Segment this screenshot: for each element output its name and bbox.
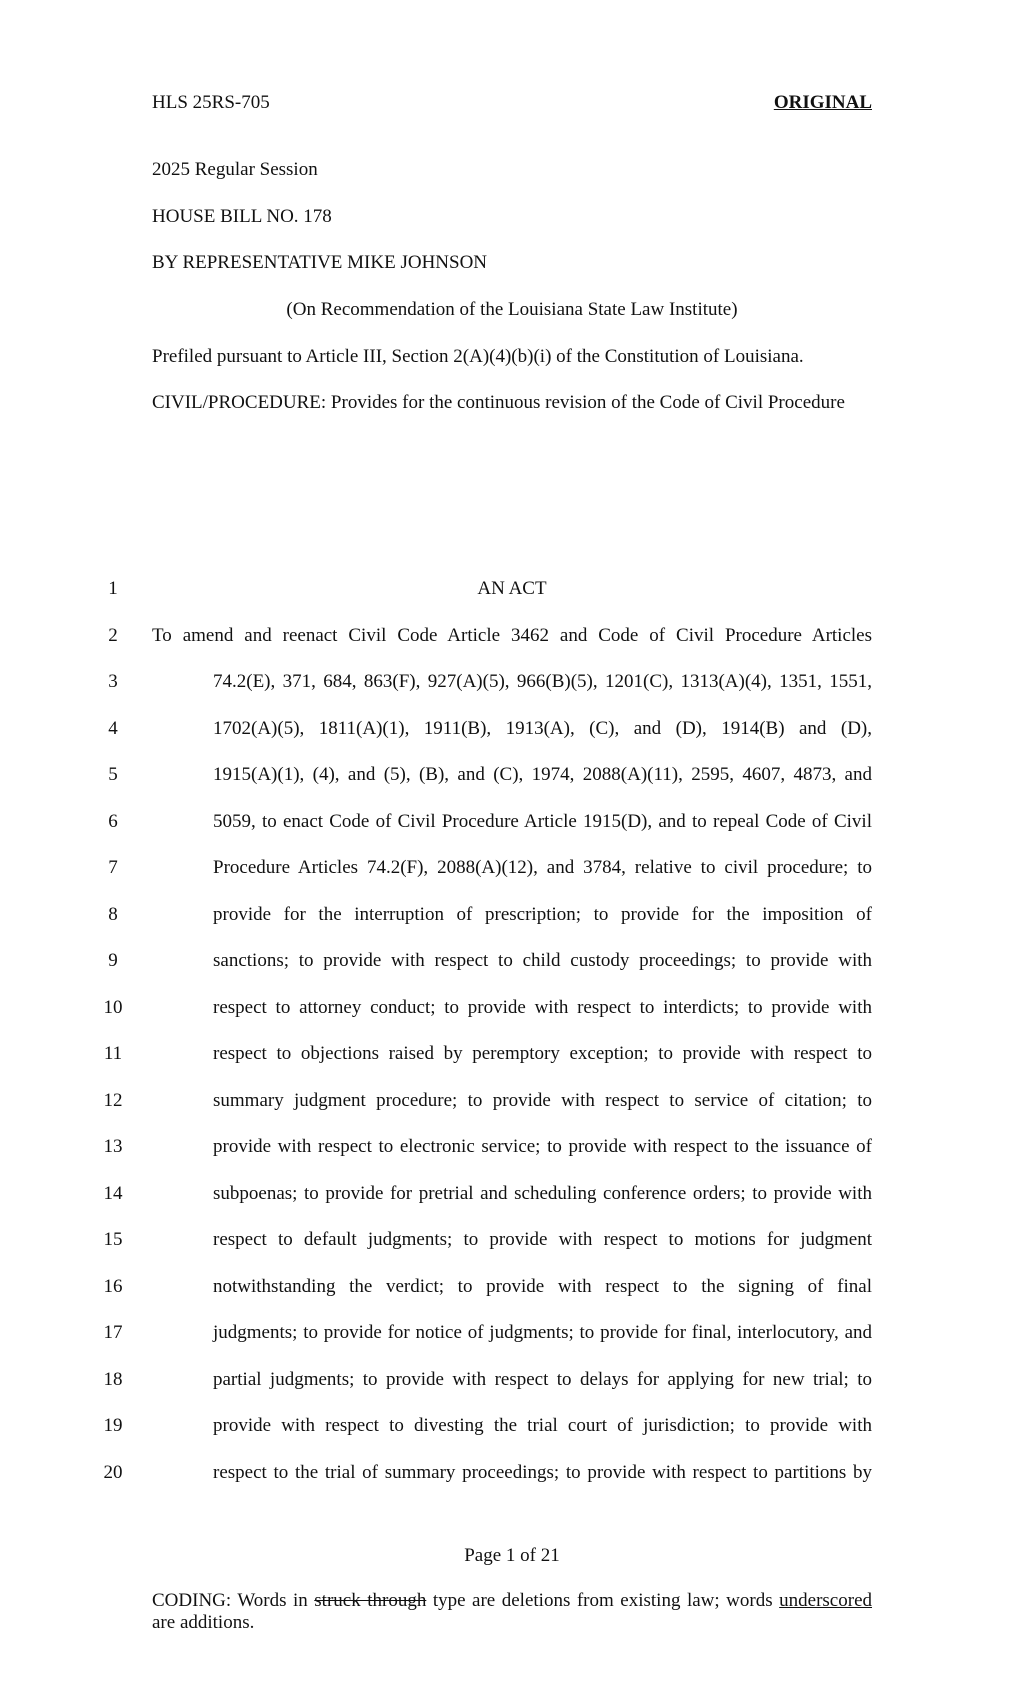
line-number: 10	[103, 997, 123, 1018]
body-line: subpoenas; to provide for pretrial and scheduling conference orders; to provide with	[213, 1183, 872, 1204]
coding-underscored-sample: underscored	[779, 1590, 873, 1611]
line-number: 12	[103, 1090, 123, 1111]
bill-number: HOUSE BILL NO. 178	[152, 206, 332, 227]
body-line: 74.2(E), 371, 684, 863(F), 927(A)(5), 966(B)(5), 1201(C), 1313(A)(4), 1351, 1551,	[213, 671, 872, 692]
line-number: 5	[108, 764, 118, 785]
coding-legend-line	[152, 1590, 872, 1612]
document-status: ORIGINAL	[773, 92, 872, 113]
line-number: 2	[108, 625, 118, 646]
page-indicator: Page 1 of 21	[464, 1545, 560, 1566]
line-number: 18	[103, 1369, 123, 1390]
body-line: provide with respect to divesting the trial court of jurisdiction; to provide with	[213, 1415, 872, 1436]
body-line: respect to attorney conduct; to provide with respect to interdicts; to provide with	[213, 997, 872, 1018]
coding-struck-sample: struck through	[314, 1590, 427, 1611]
line-number: 8	[108, 904, 118, 925]
coding-suffix: are additions.	[152, 1612, 255, 1633]
body-line: Procedure Articles 74.2(F), 2088(A)(12), and 3784, relative to civil procedure; to	[213, 857, 872, 878]
coding-middle: type are deletions from existing law; words	[432, 1590, 773, 1611]
body-line: judgments; to provide for notice of judgments; to provide for final, interlocutory, and	[213, 1322, 872, 1343]
line-number: 14	[103, 1183, 123, 1204]
line-number: 20	[103, 1462, 123, 1483]
line-number: 19	[103, 1415, 123, 1436]
line-number: 13	[103, 1136, 123, 1157]
body-line: respect to objections raised by peremptory exception; to provide with respect to	[213, 1043, 872, 1064]
line-number: 4	[108, 718, 118, 739]
body-line: sanctions; to provide with respect to child custody proceedings; to provide with	[213, 950, 872, 971]
line-number: 1	[108, 578, 118, 599]
bill-author: BY REPRESENTATIVE MIKE JOHNSON	[152, 252, 488, 273]
body-line: respect to the trial of summary proceedings; to provide with respect to partitions by	[213, 1462, 872, 1483]
line-number: 11	[103, 1043, 123, 1064]
body-line: 1702(A)(5), 1811(A)(1), 1911(B), 1913(A), (C), and (D), 1914(B) and (D),	[213, 718, 872, 739]
recommendation-note: (On Recommendation of the Louisiana State Law Institute)	[286, 299, 738, 320]
body-line: summary judgment procedure; to provide with respect to service of citation; to	[213, 1090, 872, 1111]
body-line: notwithstanding the verdict; to provide with respect to the signing of final	[213, 1276, 872, 1297]
body-line: 5059, to enact Code of Civil Procedure Article 1915(D), and to repeal Code of Civil	[213, 811, 872, 832]
body-line: To amend and reenact Civil Code Article 3462 and Code of Civil Procedure Articles	[152, 625, 872, 646]
line-number: 17	[103, 1322, 123, 1343]
line-number: 7	[108, 857, 118, 878]
line-number: 15	[103, 1229, 123, 1250]
line-number: 3	[108, 671, 118, 692]
line-number: 9	[108, 950, 118, 971]
body-line: 1915(A)(1), (4), and (5), (B), and (C), 1974, 2088(A)(11), 2595, 4607, 4873, and	[213, 764, 872, 785]
prefiled-note: Prefiled pursuant to Article III, Section 2(A)(4)(b)(i) of the Constitution of Louisiana.	[152, 346, 804, 367]
coding-legend	[152, 1590, 872, 1634]
body-line: provide for the interruption of prescription; to provide for the imposition of	[213, 904, 872, 925]
digest-line: CIVIL/PROCEDURE: Provides for the continuous revision of the Code of Civil Procedure	[152, 392, 845, 413]
line-number: 16	[103, 1276, 123, 1297]
body-line: respect to default judgments; to provide with respect to motions for judgment	[213, 1229, 872, 1250]
body-line: partial judgments; to provide with respect to delays for applying for new trial; to	[213, 1369, 872, 1390]
document-id: HLS 25RS-705	[152, 92, 270, 113]
line-number: 6	[108, 811, 118, 832]
body-line: provide with respect to electronic service; to provide with respect to the issuance of	[213, 1136, 872, 1157]
act-heading: AN ACT	[477, 578, 547, 599]
coding-prefix: CODING: Words in	[152, 1590, 308, 1611]
session-label: 2025 Regular Session	[152, 159, 318, 180]
